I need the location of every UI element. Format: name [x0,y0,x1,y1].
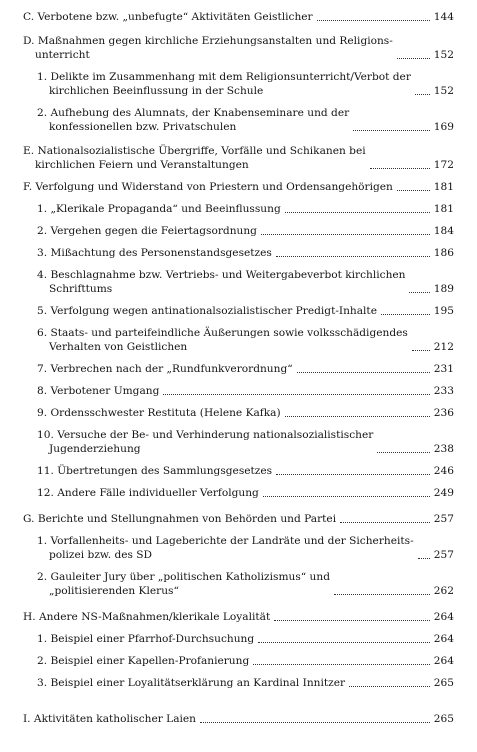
toc-entry-line: 2. Gauleiter Jury über „politischen Katholizismus“ und [37,571,330,583]
toc-entry-line: kirchlichen Feiern und Veranstaltungen [35,159,249,171]
toc-page-number: 195 [433,305,454,317]
dot-leader [334,593,430,595]
toc-entry [23,10,454,24]
toc-entry-title [23,712,196,726]
dot-leader [263,495,430,497]
toc-entry-title [37,676,345,690]
toc-entry-line: F. Verfolgung und Widerstand von Priestern und Ordensangehörigen [23,181,393,193]
toc-page-number: 172 [433,159,454,171]
toc-page-number: 249 [433,487,454,499]
toc-page-number: 264 [433,655,454,667]
toc-entry-line: D. Maßnahmen gegen kirchliche Erziehungsanstalten und Religions- [23,35,393,47]
dot-leader [353,129,430,131]
toc-page-number: 264 [433,611,454,623]
dot-leader [397,57,430,59]
toc-entry [23,428,454,456]
toc-entry [23,486,454,500]
toc-entry-line: 4. Beschlagnahme bzw. Vertriebs- und Weitergabeverbot kirchlichen [37,269,406,281]
dot-leader [340,521,430,523]
dot-leader [163,393,429,395]
toc-entry [23,512,454,526]
dot-leader [285,415,430,417]
toc-entry [23,384,454,398]
toc-entry-line: 12. Andere Fälle individueller Verfolgung [37,487,259,499]
toc-entry [23,144,454,172]
toc-entry-title [37,486,259,500]
dot-leader [381,313,430,315]
dot-leader [261,233,430,235]
toc-entry-line: Jugenderziehung [49,443,141,455]
toc-entry [23,106,454,134]
dot-leader [274,619,430,621]
toc-entry-title [23,512,336,526]
toc-entry-line: 1. „Klerikale Propaganda“ und Beeinflussung [37,203,281,215]
toc-entry-title [37,654,249,668]
toc-page-number: 257 [433,513,454,525]
toc-page-number: 246 [433,465,454,477]
toc-entry-line: C. Verbotene bzw. „unbefugte“ Aktivitäten Geistlicher [23,11,313,23]
toc-entry-line: 11. Übertretungen des Sammlungsgesetzes [37,465,273,477]
toc-page-number: 257 [433,549,454,561]
toc-page-number: 231 [433,363,454,375]
toc-entry-line: 3. Beispiel einer Loyalitätserklärung an Kardinal Innitzer [37,677,346,689]
toc-page-number: 152 [433,85,454,97]
toc-entry-line: Verhalten von Geistlichen [49,341,188,353]
toc-entry-title [37,224,257,238]
dot-leader [397,189,430,191]
toc-entry-line: 9. Ordensschwester Restituta (Helene Kafka) [37,407,281,419]
toc-entry-line: unterricht [35,49,90,61]
toc-entry-line: 10. Versuche der Be- und Verhinderung nationalsozialistischer [37,429,374,441]
toc-entry [23,362,454,376]
toc-page-number: 265 [433,677,454,689]
toc-page-number: 262 [433,585,454,597]
toc-entry-title [37,70,411,98]
toc-page-number: 152 [433,49,454,61]
toc-page-number: 264 [433,633,454,645]
dot-leader [253,663,430,665]
toc-page-number: 144 [433,11,454,23]
toc-page-number: 169 [433,121,454,133]
toc-entry-title [37,304,377,318]
toc-entry-title [23,144,366,172]
dot-leader [297,371,430,373]
toc-page-number: 265 [433,713,454,725]
dot-leader [258,641,430,643]
dot-leader [415,93,430,95]
toc-entry-title [37,632,254,646]
toc-page-number: 236 [433,407,454,419]
dot-leader [200,721,430,723]
toc-entry-title [37,570,330,598]
toc-entry-title [37,268,405,296]
toc-entry-line: 1. Vorfallenheits- und Lageberichte der Landräte und der Sicherheits- [37,535,414,547]
toc-entry [23,224,454,238]
toc-entry-title [23,180,393,194]
toc-entry-line: 5. Verfolgung wegen antinationalsozialistischer Predigt-Inhalte [37,305,377,317]
toc-entry [23,610,454,624]
toc-entry-line: konfessionellen bzw. Privatschulen [49,121,237,133]
toc-entry-line: E. Nationalsozialistische Übergriffe, Vorfälle und Schikanen bei [23,145,366,157]
toc-entry-title [37,384,159,398]
toc-entry [23,406,454,420]
toc-entry-title [37,326,408,354]
toc-entry-line: 1. Delikte im Zusammenhang mit dem Religionsunterricht/Verbot der [37,71,411,83]
toc-page-number: 189 [433,283,454,295]
toc-page-number: 181 [433,203,454,215]
dot-leader [276,473,430,475]
toc-entry [23,304,454,318]
toc-entry-line: 8. Verbotener Umgang [37,385,160,397]
toc-entry-line: kirchlichen Beeinflussung in der Schule [49,85,264,97]
toc-entry-line: 2. Aufhebung des Alumnats, der Knabenseminare und der [37,107,350,119]
dot-leader [412,349,430,351]
toc-entry-title [37,464,272,478]
toc-entry-line: I. Aktivitäten katholischer Laien [23,713,196,725]
toc-page-number: 233 [433,385,454,397]
toc-entry [23,570,454,598]
dot-leader [409,291,429,293]
toc-entry-line: 2. Vergehen gegen die Feiertagsordnung [37,225,257,237]
toc-entry-line: H. Andere NS-Maßnahmen/klerikale Loyalität [23,611,271,623]
dot-leader [276,255,430,257]
toc-entry [23,654,454,668]
table-of-contents [23,10,454,726]
toc-entry-title [37,106,349,134]
toc-entry [23,180,454,194]
toc-page-number: 238 [433,443,454,455]
toc-entry-title [37,202,281,216]
toc-entry [23,632,454,646]
toc-entry-line: 6. Staats- und parteifeindliche Äußerungen sowie volksschädigendes [37,327,408,339]
toc-entry-line: Schrifttums [49,283,113,295]
toc-page-number: 212 [433,341,454,353]
toc-entry [23,34,454,62]
toc-entry-title [37,362,293,376]
toc-entry [23,534,454,562]
toc-entry-title [37,428,373,456]
toc-entry [23,712,454,726]
toc-entry [23,464,454,478]
toc-entry-title [23,10,313,24]
toc-entry-line: polizei bzw. des SD [49,549,153,561]
toc-entry [23,70,454,98]
dot-leader [418,557,430,559]
toc-entry-title [37,534,414,562]
toc-entry-title [37,406,281,420]
toc-entry [23,326,454,354]
toc-entry [23,202,454,216]
toc-page-number: 181 [433,181,454,193]
toc-entry-line: 1. Beispiel einer Pfarrhof-Durchsuchung [37,633,255,645]
toc-page-number: 184 [433,225,454,237]
toc-entry-line: G. Berichte und Stellungnahmen von Behörden und Partei [23,513,337,525]
dot-leader [377,451,429,453]
toc-entry-line: 3. Mißachtung des Personenstandsgesetzes [37,247,272,259]
toc-entry-line: „politisierenden Klerus“ [49,585,179,597]
toc-entry [23,268,454,296]
toc-entry [23,676,454,690]
toc-entry-line: 2. Beispiel einer Kapellen-Profanierung [37,655,250,667]
dot-leader [285,211,430,213]
dot-leader [370,167,430,169]
toc-entry-title [23,34,393,62]
toc-entry [23,246,454,260]
toc-page-number: 186 [433,247,454,259]
toc-entry-title [23,610,270,624]
dot-leader [349,685,430,687]
dot-leader [317,19,430,21]
toc-entry-line: 7. Verbrechen nach der „Rundfunkverordnung“ [37,363,293,375]
toc-entry-title [37,246,272,260]
